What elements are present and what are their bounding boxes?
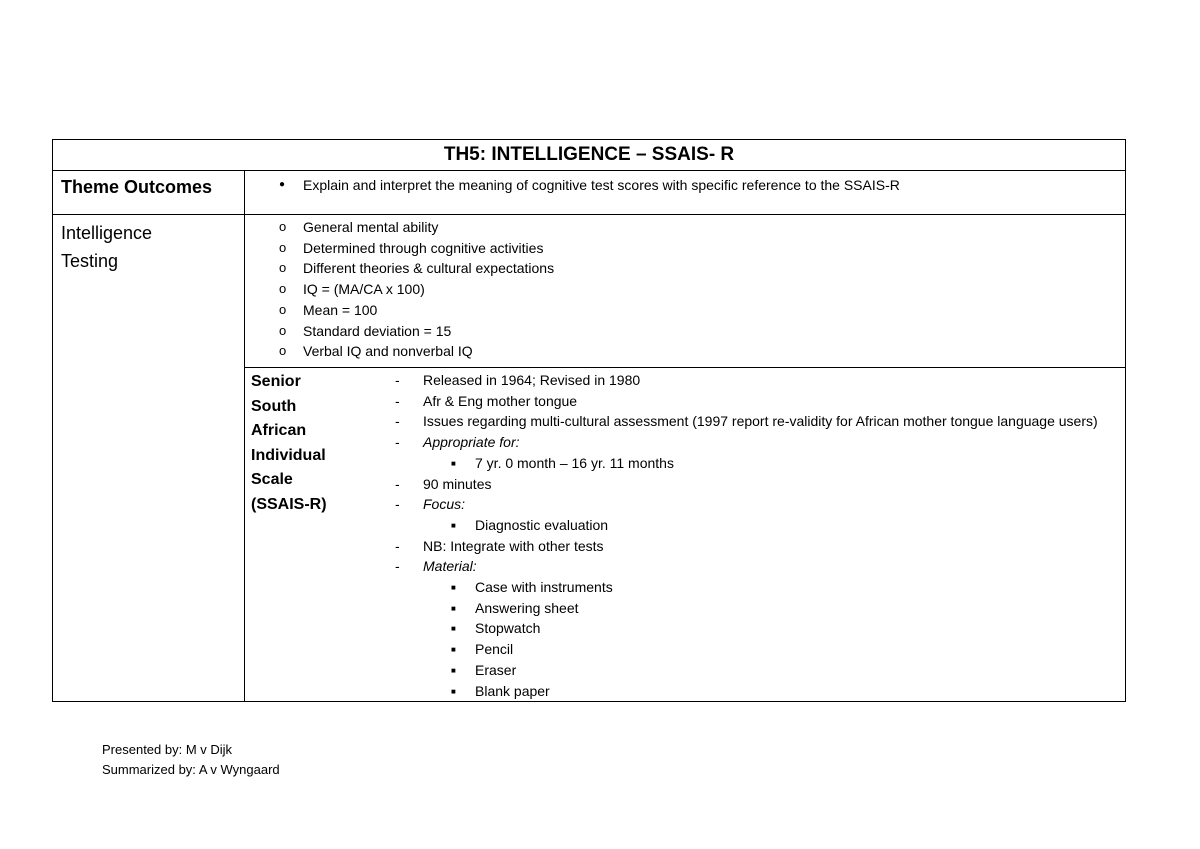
label-line: Senior — [251, 373, 301, 390]
list-item: - Afr & Eng mother tongue — [395, 391, 1125, 412]
list-item — [395, 494, 1125, 535]
ssais-cell — [245, 368, 1126, 702]
list-item: - Issues regarding multi-cultural assessment (1997 report re-validity for African mother tongue language users) — [395, 411, 1125, 432]
list-item: o Determined through cognitive activities — [279, 238, 1125, 259]
list-item: ■ Eraser — [451, 660, 1125, 681]
focus-label: Focus: — [423, 496, 466, 513]
list-item: ■ Stopwatch — [451, 618, 1125, 639]
list-item: ■ Case with instruments — [451, 577, 1125, 598]
presented-by: Presented by: M v Dijk — [102, 742, 233, 757]
label-line: Intelligence — [61, 223, 153, 243]
list-item: ■ Pencil — [451, 639, 1125, 660]
label-line: South — [251, 397, 297, 415]
list-item: o Mean = 100 — [279, 300, 1125, 321]
list-item — [395, 432, 1125, 473]
list-item: o General mental ability — [279, 217, 1125, 238]
appropriate-label: Appropriate for: — [423, 434, 520, 451]
intelligence-testing-label — [53, 215, 245, 702]
document-title: TH5: INTELLIGENCE – SSAIS- R — [53, 140, 1126, 171]
ssais-details — [365, 368, 1125, 701]
list-item: o Different theories & cultural expectations — [279, 258, 1125, 279]
ssais-label — [245, 368, 365, 701]
list-item: o Standard deviation = 15 — [279, 321, 1125, 342]
list-item: - NB: Integrate with other tests — [395, 536, 1125, 557]
label-line: (SSAIS-R) — [251, 495, 327, 513]
material-label: Material: — [423, 558, 477, 575]
list-item — [395, 556, 1125, 701]
list-item: ■ Blank paper — [451, 681, 1125, 702]
list-item: ● Explain and interpret the meaning of cognitive test scores with specific reference to the SSAIS-R — [279, 175, 1125, 196]
label-line: Individual — [251, 446, 326, 464]
list-item: - Released in 1964; Revised in 1980 — [395, 370, 1125, 391]
list-item: ■ Diagnostic evaluation — [451, 515, 1125, 536]
list-item: ■ 7 yr. 0 month – 16 yr. 11 months — [451, 453, 1125, 474]
ssais-table — [245, 368, 1125, 701]
theme-outcomes-content — [245, 171, 1126, 215]
label-line: Scale — [251, 471, 293, 488]
list-item: ■ Answering sheet — [451, 598, 1125, 619]
summary-table — [52, 139, 1126, 702]
list-item: o Verbal IQ and nonverbal IQ — [279, 341, 1125, 362]
label-line: African — [251, 422, 307, 439]
intelligence-testing-content — [245, 215, 1126, 368]
summarized-by: Summarized by: A v Wyngaard — [102, 762, 280, 777]
label-line: Testing — [61, 251, 119, 271]
theme-outcomes-label: Theme Outcomes — [53, 171, 245, 215]
list-item: - 90 minutes — [395, 474, 1125, 495]
list-item: o IQ = (MA/CA x 100) — [279, 279, 1125, 300]
